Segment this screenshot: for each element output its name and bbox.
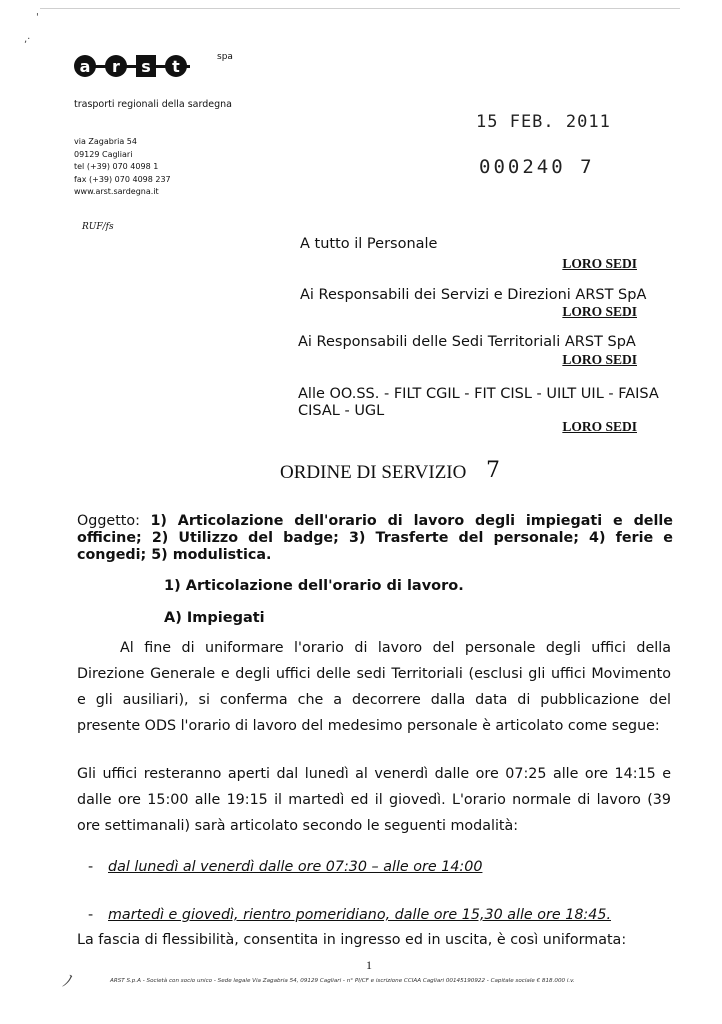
- reference-code: RUF/fs: [82, 222, 114, 232]
- footer-legal: ARST S.p.A - Società con socio unico - Sede legale Via Zagabria 54, 09129 Cagliari - n° PI/CF e iscrizione CCIAA Cagliari 00145190922 - Capitale sociale € 818.000 i.v.: [110, 978, 575, 984]
- company-address: [74, 136, 171, 199]
- recipient-text: Alle OO.SS. - FILT CGIL - FIT CISL - UILT UIL - FAISA: [298, 386, 659, 402]
- page-number: 1: [366, 958, 372, 972]
- company-tagline: trasporti regionali della sardegna: [74, 99, 232, 110]
- scan-mark: ,·: [24, 34, 31, 45]
- logo-letter-t: t: [165, 55, 187, 77]
- address-line: www.arst.sardegna.it: [74, 187, 159, 197]
- subject-label: Oggetto:: [77, 513, 140, 529]
- section-heading: 1) Articolazione dell'orario di lavoro.: [164, 578, 464, 594]
- subject-text: 1) Articolazione dell'orario di lavoro degli impiegati e delle officine; 2) Utilizzo del badge; 3) Trasferte del personale; 4) ferie e congedi; 5) modulistica.: [77, 513, 673, 563]
- logo-suffix: spa: [217, 52, 233, 62]
- arst-logo: [74, 52, 196, 80]
- scan-mark: ': [36, 12, 39, 23]
- logo-letter-s: s: [136, 55, 156, 77]
- subject: [77, 513, 673, 564]
- handwritten-number: 7: [486, 458, 500, 483]
- recipient-text: Ai Responsabili dei Servizi e Direzioni ARST SpA: [300, 287, 647, 303]
- subsection-heading: A) Impiegati: [164, 610, 265, 626]
- address-line: via Zagabria 54: [74, 137, 137, 146]
- closing-line: La fascia di flessibilità, consentita in ingresso ed in uscita, è così uniformata:: [77, 932, 627, 948]
- logo-letter-a: a: [74, 55, 96, 77]
- top-border-line: [40, 8, 680, 9]
- logo-letter-r: r: [105, 55, 127, 77]
- recipient-tag: LORO SEDI: [562, 352, 637, 367]
- body-paragraph: Al fine di uniformare l'orario di lavoro del personale degli uffici della Direzione Generale e degli uffici delle sedi Territoriali (esclusi gli uffici Movimento e gli ausiliari), si conferma che a decorrere dalla data di pubblicazione del presente ODS l'orario di lavoro del medesimo personale è articolato come segue:: [77, 640, 671, 734]
- list-item: - dal lunedì al venerdì dalle ore 07:30 – alle ore 14:00: [88, 859, 483, 875]
- list-item-text: dal lunedì al venerdì dalle ore 07:30 – alle ore 14:00: [108, 859, 483, 875]
- document-title: ORDINE DI SERVIZIO: [280, 462, 467, 483]
- body-paragraph: Gli uffici resteranno aperti dal lunedì al venerdì dalle ore 07:25 alle ore 14:15 e dalle ore 15:00 alle 19:15 il martedì ed il giovedì. L'orario normale di lavoro (39 ore settimanali) sarà articolato secondo le seguenti modalità:: [77, 766, 671, 834]
- list-item: - martedì e giovedì, rientro pomeridiano, dalle ore 15,30 alle ore 18:45.: [88, 907, 611, 923]
- scan-mark: ノ: [60, 971, 77, 990]
- address-line: tel (+39) 070 4098 1: [74, 162, 159, 172]
- recipient-text: A tutto il Personale: [300, 236, 438, 252]
- recipient-tag: LORO SEDI: [562, 419, 637, 434]
- protocol-stamp: 000240 7: [479, 156, 595, 178]
- recipient-tag: LORO SEDI: [562, 256, 637, 271]
- recipient-text: CISAL - UGL: [298, 403, 385, 419]
- address-line: fax (+39) 070 4098 237: [74, 174, 171, 184]
- list-item-text: martedì e giovedì, rientro pomeridiano, dalle ore 15,30 alle ore 18:45.: [108, 907, 611, 923]
- date-stamp: 15 FEB. 2011: [476, 112, 611, 132]
- address-line: 09129 Cagliari: [74, 149, 133, 159]
- recipient-text: Ai Responsabili delle Sedi Territoriali ARST SpA: [298, 334, 636, 350]
- recipient-tag: LORO SEDI: [562, 304, 637, 319]
